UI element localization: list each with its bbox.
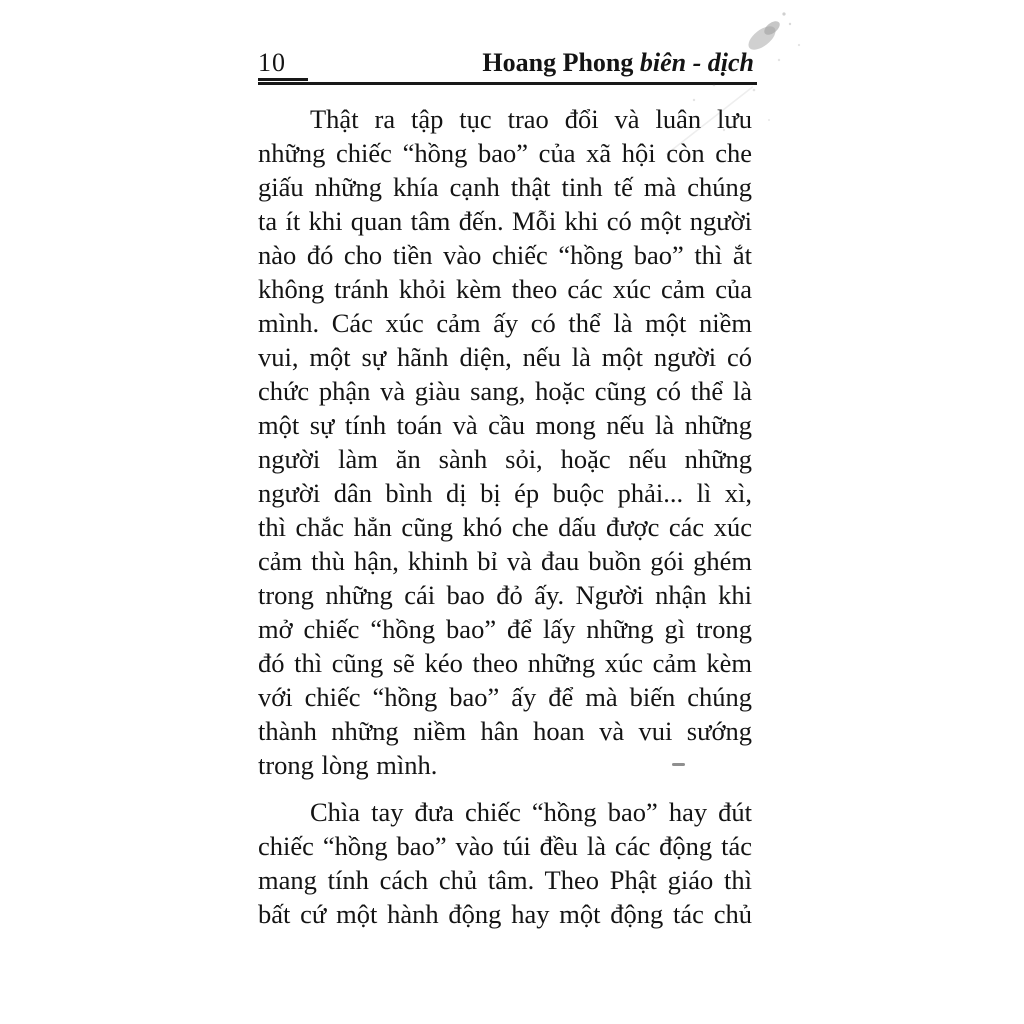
running-head-role: biên - dịch: [639, 48, 754, 77]
text-line: Thật ra tập tục trao đổi và luân lưu: [310, 104, 752, 134]
text-line: giấu những khía cạnh thật tinh tế mà chúng: [258, 172, 752, 202]
text-line: thì chắc hẳn cũng khó che dấu được các xúc: [258, 512, 752, 542]
text-line: vui, một sự hãnh diện, nếu là một người có: [258, 342, 752, 372]
text-line: chức phận và giàu sang, hoặc cũng có thể là: [258, 376, 752, 406]
text-line: người làm ăn sành sỏi, hoặc nếu những: [258, 444, 752, 474]
text-line: thành những niềm hân hoan và vui sướng: [258, 716, 752, 746]
running-head: [482, 48, 754, 78]
text-line: ta ít khi quan tâm đến. Mỗi khi có một người: [258, 206, 752, 236]
scan-artifact-dash: [672, 763, 685, 766]
text-line: bất cứ một hành động hay một động tác chủ: [258, 899, 752, 929]
text-line: người dân bình dị bị ép buộc phải... lì xì,: [258, 478, 752, 508]
text-line: mang tính cách chủ tâm. Theo Phật giáo thì: [258, 865, 752, 895]
text-line: không tránh khỏi kèm theo các xúc cảm của: [258, 274, 752, 304]
text-line: với chiếc “hồng bao” ấy để mà biến chúng: [258, 682, 752, 712]
paragraph: [258, 102, 752, 782]
text-line: trong lòng mình.: [258, 750, 438, 780]
text-line: chiếc “hồng bao” vào túi đều là các động tác: [258, 831, 752, 861]
running-head-author: Hoang Phong: [482, 48, 634, 77]
text-line: mình. Các xúc cảm ấy có thể là một niềm: [258, 308, 752, 338]
paragraph: [258, 795, 752, 931]
body-text: [258, 102, 752, 931]
header-rule-short: [258, 78, 308, 81]
text-line: nào đó cho tiền vào chiếc “hồng bao” thì ắt: [258, 240, 752, 270]
text-line: cảm thù hận, khinh bỉ và đau buồn gói ghém: [258, 546, 752, 576]
page-header: [258, 46, 754, 78]
text-line: những chiếc “hồng bao” của xã hội còn che: [258, 138, 752, 168]
text-line: mở chiếc “hồng bao” để lấy những gì trong: [258, 614, 752, 644]
text-line: trong những cái bao đỏ ấy. Người nhận khi: [258, 580, 752, 610]
text-line: Chìa tay đưa chiếc “hồng bao” hay đút: [310, 797, 752, 827]
header-rule: [258, 82, 757, 85]
page-number: 10: [258, 48, 286, 77]
text-line: đó thì cũng sẽ kéo theo những xúc cảm kèm: [258, 648, 752, 678]
text-line: một sự tính toán và cầu mong nếu là những: [258, 410, 752, 440]
